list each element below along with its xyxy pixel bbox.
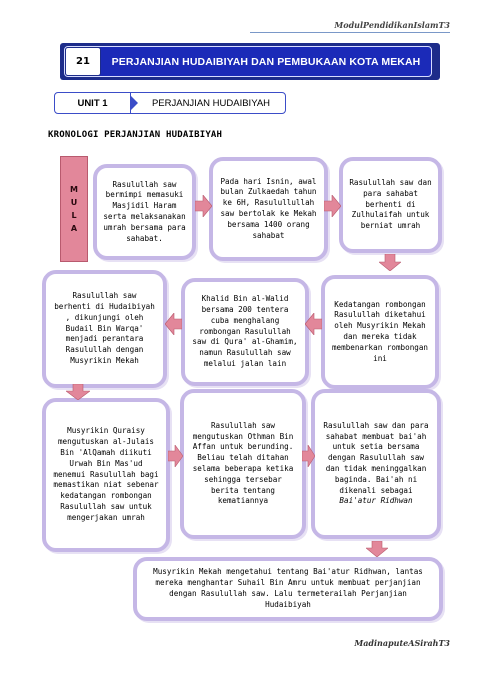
step-text: Pada hari Isnin, awal bulan Zulkaedah tahun ke 6H, Rasulullullah saw bertolak ke Mekah bersama 1400 orang sahabat bbox=[220, 176, 317, 240]
step-text: Rasulullah saw bermimpi memasuki Masjidil Haram serta melaksanakan umrah bersama para sahabat. bbox=[103, 179, 186, 243]
header-divider bbox=[250, 32, 450, 33]
arrow-down-icon bbox=[366, 541, 388, 557]
arrow-down-icon bbox=[379, 254, 401, 271]
arrow-right-icon bbox=[324, 195, 341, 217]
timeline-step-10 bbox=[133, 557, 443, 621]
unit-header bbox=[54, 92, 286, 114]
module-header-text: ModulPendidikanIslamT3 bbox=[334, 20, 450, 30]
step-text bbox=[321, 421, 431, 507]
timeline-step-9 bbox=[311, 389, 441, 539]
arrow-left-icon bbox=[305, 313, 322, 335]
unit-label: UNIT 1 bbox=[55, 93, 131, 113]
arrow-down-icon bbox=[66, 384, 90, 400]
timeline-step-8 bbox=[180, 389, 306, 539]
chapter-number: 21 bbox=[65, 47, 101, 76]
footer-text: MadinaputeASirahT3 bbox=[354, 638, 450, 648]
chapter-banner bbox=[64, 46, 432, 77]
step-text: Rasulullah saw mengutuskan Othman Bin Affan untuk berunding. Beliau telah ditahan selama beberapa ketika sehingga tersebar berita tentang kematiannya bbox=[192, 420, 294, 506]
step-text-main: Rasulullah saw dan para sahabat membuat bai'ah untuk setia bersama dengan Rasulullah saw dan tidak meninggalkan baginda. Bai'ah ni dikenali sebagai bbox=[323, 420, 429, 495]
step-text: Musyrikin Mekah mengetahui tentang Bai'atur Ridhwan, lantas mereka menghantar Suhail Bin Amru untuk membuat perjanjian dengan Rasulullah saw. Lalu termeterailah Perjanjian Hudaibiyah bbox=[153, 567, 423, 609]
timeline-step-4 bbox=[321, 275, 439, 389]
arrow-right-icon bbox=[195, 195, 212, 217]
start-letter: L bbox=[71, 210, 77, 220]
start-letter: A bbox=[70, 223, 78, 233]
timeline-step-1 bbox=[93, 164, 196, 260]
step-text: Rasulullah saw dan para sahabat berhenti di Zulhulaifah untuk berniat umrah bbox=[349, 178, 432, 231]
step-text: Khalid Bin al-Walid bersama 200 tentera cuba menghalang rombongan Rasulullah saw di Qura' al-Ghamim, namun Rasulullah saw melalui jalan lain bbox=[192, 294, 298, 368]
step-text-emphasis: Bai'atur Ridhwan bbox=[339, 496, 413, 506]
section-title: KRONOLOGI PERJANJIAN HUDAIBIYAH bbox=[48, 130, 223, 140]
step-text: Kedatangan rombongan Rasulullah diketahui oleh Musyrikin Mekah dan mereka tidak membenarkan rombongan ini bbox=[331, 299, 428, 363]
start-letter: M bbox=[70, 184, 78, 194]
timeline-step-6 bbox=[42, 270, 167, 388]
step-text: Rasulullah saw berhenti di Hudaibiyah , dikunjungi oleh Budail Bin Warqa' menjadi perantara Rasulullah dengan Musyrikin Mekah bbox=[54, 291, 155, 365]
start-letter: U bbox=[70, 197, 78, 207]
unit-name: PERJANJIAN HUDAIBIYAH bbox=[151, 97, 271, 109]
timeline-step-3 bbox=[339, 157, 442, 253]
arrow-right-icon bbox=[168, 445, 183, 467]
arrow-left-icon bbox=[165, 313, 182, 335]
arrow-right-icon bbox=[302, 445, 315, 467]
step-text: Musyrikin Quraisy mengutuskan al-Julais Bin 'AlQamah diikuti Urwah Bin Mas'ud menemui Rasulullah bagi memastikan niat sebenar kedatangan rombongan Rasulullah saw untuk mengerjakan umrah bbox=[53, 426, 159, 522]
timeline-step-7 bbox=[42, 398, 170, 552]
chapter-title: PERJANJIAN HUDAIBIYAH DAN PEMBUKAAN KOTA MEKAH bbox=[111, 55, 421, 68]
timeline-step-2 bbox=[209, 157, 328, 261]
timeline-step-5 bbox=[181, 278, 309, 386]
start-label bbox=[60, 156, 88, 262]
